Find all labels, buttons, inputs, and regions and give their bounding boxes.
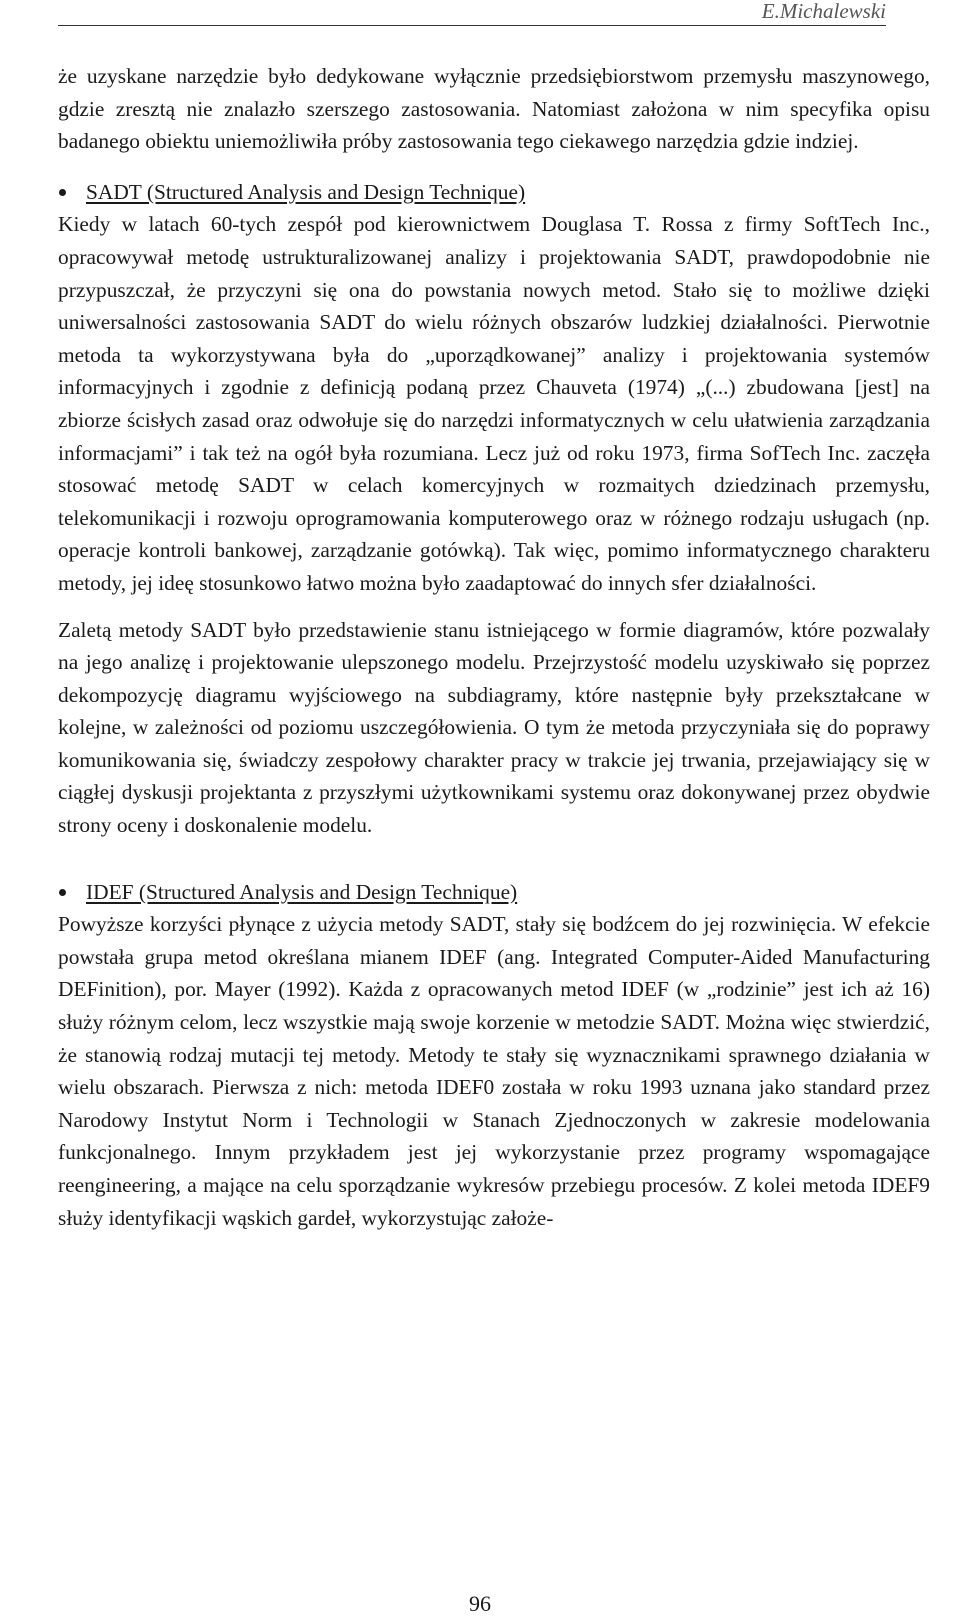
page-content bbox=[58, 60, 930, 1234]
section-title-idef: IDEF (Structured Analysis and Design Technique) bbox=[86, 879, 518, 904]
page-header bbox=[58, 0, 886, 26]
header-author: E.Michalewski bbox=[761, 0, 886, 23]
bullet-dot-icon bbox=[59, 189, 66, 196]
paragraph-sadt-history: Kiedy w latach 60-tych zespół pod kierownictwem Douglasa T. Rossa z firmy SoftTech Inc., opracowywał metodę ustrukturalizowanej analizy i projektowania SADT, prawdopodobnie nie przypuszczał, że przyczyni się ona do powstania nowych metod. Stało się to możliwe dzięki uniwersalności zastosowania SADT do wielu różnych obszarów ludzkiej działalności. Pierwotnie metoda ta wykorzystywana była do „uporządkowanej” analizy i projektowania systemów informacyjnych i zgodnie z definicją podaną przez Chauveta (1974) „(...) zbudowana [jest] na zbiorze ścisłych zasad oraz odwołuje się do narzędzi informatycznych w celu ułatwienia zarządzania informacjami” i tak też na ogół była rozumiana. Lecz już od roku 1973, firma SofTech Inc. zaczęła stosować metodę SADT w celach komercyjnych w rozmaitych dziedzinach przemysłu, telekomunikacji i rozwoju oprogramowania komputerowego oraz w różnego rodzaju usługach (np. operacje kontroli bankowej, zarządzanie gotówką). Tak więc, pomimo informatycznego charakteru metody, jej ideę stosunkowo łatwo można było zaadaptować do innych sfer działalności. bbox=[58, 212, 930, 595]
bullet-idef bbox=[58, 876, 930, 909]
paragraph-intro: że uzyskane narzędzie było dedykowane wyłącznie przedsiębiorstwom przemysłu maszynowego, gdzie zresztą nie znalazło szerszego zastosowania. Natomiast założona w nim specyfika opisu badanego obiektu uniemożliwiła próby zastosowania tego ciekawego narzędzia gdzie indziej. bbox=[58, 64, 930, 154]
bullet-dot-icon bbox=[59, 889, 66, 896]
paragraph-idef: Powyższe korzyści płynące z użycia metody SADT, stały się bodźcem do jej rozwinięcia. W efekcie powstała grupa metod określana mianem IDEF (ang. Integrated Computer-Aided Manufacturing DEFinition), por. Mayer (1992). Każda z opracowanych metod IDEF (w „rodzinie” jest ich aż 16) służy różnym celom, lecz wszystkie mają swoje korzenie w metodzie SADT. Można więc stwierdzić, że stanowią rodzaj mutacji tej metody. Metody te stały się wyznacznikami sprawnego działania w wielu obszarach. Pierwsza z nich: metoda IDEF0 została w roku 1993 uznana jako standard przez Narodowy Instytut Norm i Technologii w Stanach Zjednoczonych w zakresie modelowania funkcjonalnego. Innym przykładem jest jej wykorzystanie przez programy wspomagające reengineering, a mające na celu sporządzanie wykresów przebiegu procesów. Z kolei metoda IDEF9 służy identyfikacji wąskich gardeł, wykorzystując założe- bbox=[58, 912, 930, 1230]
paragraph-sadt-advantages: Zaletą metody SADT było przedstawienie stanu istniejącego w formie diagramów, które pozwalały na jego analizę i projektowanie ulepszonego modelu. Przejrzystość modelu uzyskiwało się poprzez dekompozycję diagramu wyjściowego na subdiagramy, które następnie były przekształcane w kolejne, w zależności od poziomu uszczegółowienia. O tym że metoda przyczyniała się do poprawy komunikowania się, świadczy zespołowy charakter pracy w trakcie jej trwania, przejawiający się w ciągłej dyskusji projektanta z przyszłymi użytkownikami systemu oraz dokonywanej przez obydwie strony oceny i doskonalenie modelu. bbox=[58, 617, 930, 838]
bullet-sadt bbox=[58, 176, 930, 209]
section-title-sadt: SADT (Structured Analysis and Design Technique) bbox=[86, 179, 526, 204]
page-number: 96 bbox=[469, 1591, 491, 1616]
